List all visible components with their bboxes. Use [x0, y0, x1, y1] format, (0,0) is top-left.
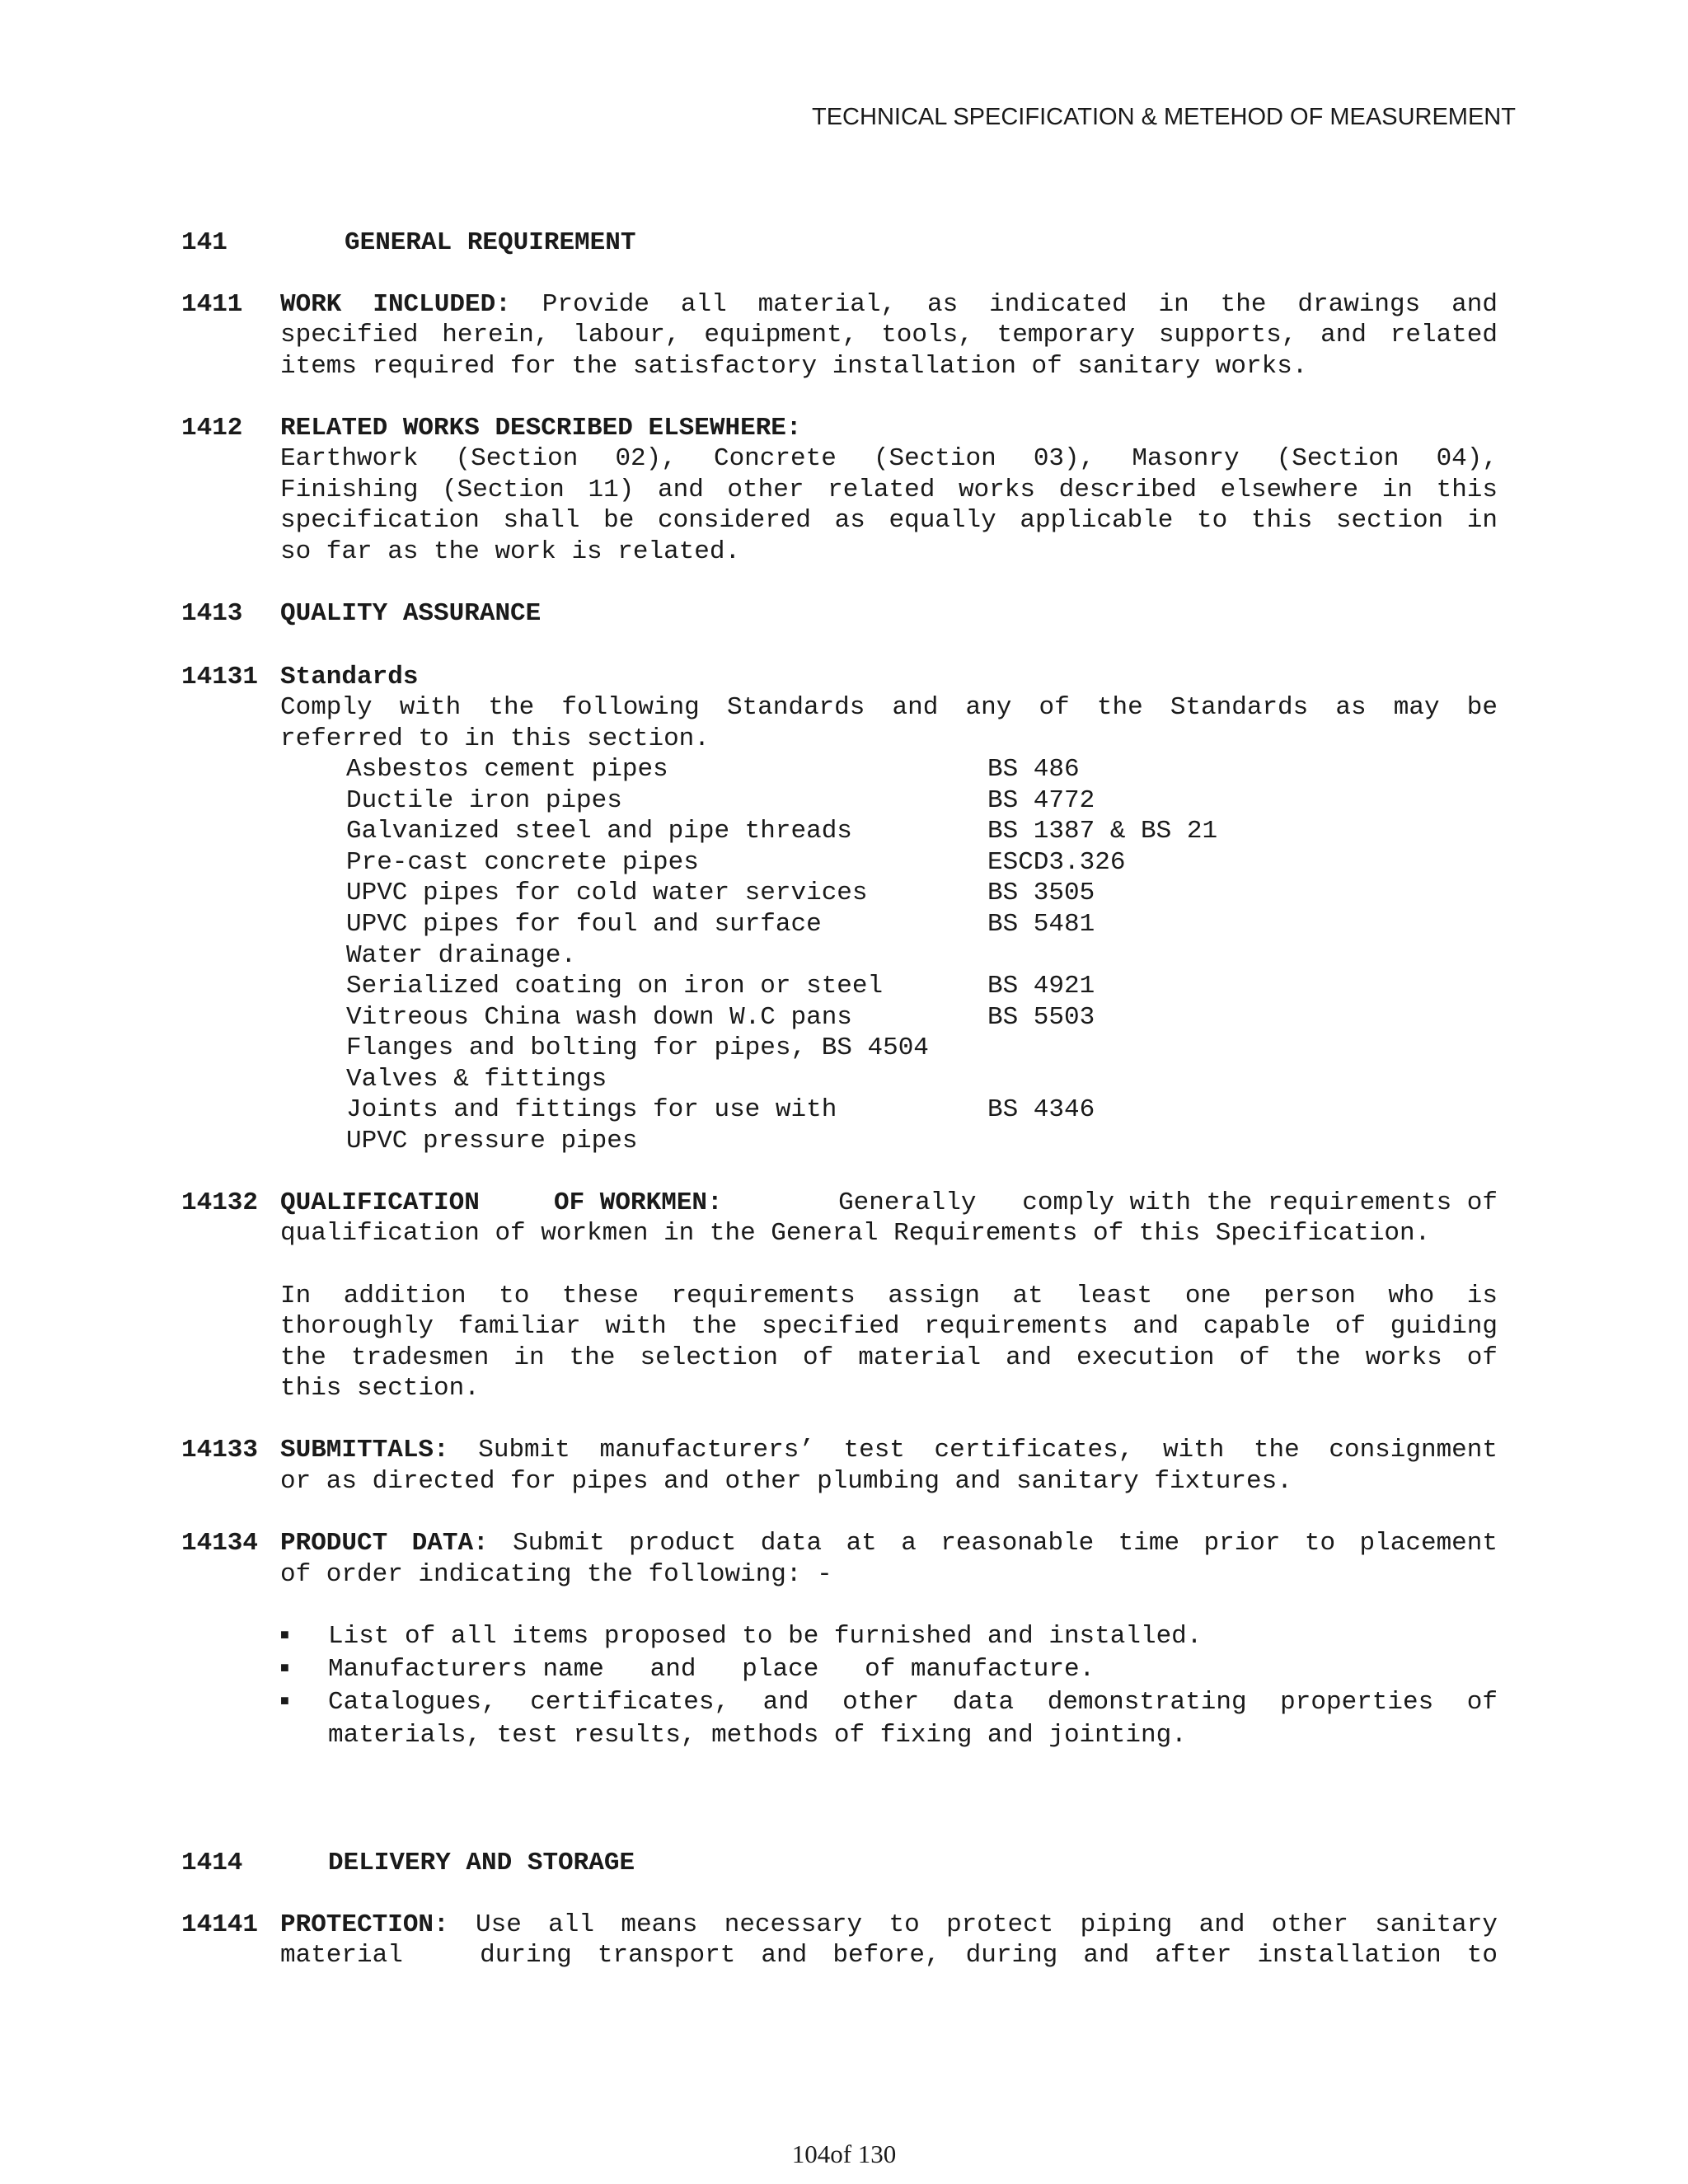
bullet-icon: ■ [280, 1661, 289, 1677]
paragraph-line: Generally comply with the requirements of [838, 1188, 1498, 1217]
text-span: Submit manufacturers’ test certificates, with the consignment [478, 1436, 1498, 1465]
section-number: 14133 [181, 1436, 259, 1465]
standard-code: BS 5481 [987, 910, 1095, 939]
paragraph-line: this section. [280, 1374, 480, 1403]
standard-name: UPVC pipes for cold water services [346, 879, 868, 907]
standard-name: Vitreous China wash down W.C pans [346, 1003, 852, 1032]
section-label: QUALIFICATION [280, 1188, 480, 1217]
bullet-icon: ■ [280, 1694, 289, 1710]
standard-name: Serialized coating on iron or steel [346, 972, 884, 1001]
standard-name: Valves & fittings [346, 1065, 607, 1094]
standard-name: UPVC pipes for foul and surface [346, 910, 822, 939]
section-label: PRODUCT DATA: [280, 1529, 489, 1558]
section-number: 1412 [181, 414, 243, 443]
paragraph-line [280, 1435, 1498, 1466]
standard-name: Ductile iron pipes [346, 786, 622, 815]
standard-name: Joints and fittings for use with [346, 1095, 837, 1124]
paragraph-line: qualification of workmen in the General Requirements of this Specification. [280, 1219, 1431, 1248]
paragraph-line: Earthwork (Section 02), Concrete (Section 03), Masonry (Section 04), [280, 444, 1498, 473]
bullet-item-continuation: materials, test results, methods of fixing and jointing. [328, 1721, 1187, 1750]
paragraph-line: items required for the satisfactory installation of sanitary works. [280, 352, 1308, 381]
section-title: RELATED WORKS DESCRIBED ELSEWHERE: [280, 414, 802, 443]
paragraph-line: of order indicating the following: - [280, 1560, 832, 1589]
section-label: SUBMITTALS: [280, 1436, 449, 1465]
page-number: 104of 130 [791, 2139, 897, 2168]
text-span: Use all means necessary to protect piping and other sanitary [476, 1910, 1498, 1939]
section-number: 1413 [181, 599, 243, 628]
standard-code: BS 4346 [987, 1095, 1095, 1124]
paragraph-line: the tradesmen in the selection of material and execution of the works of [280, 1343, 1498, 1372]
section-title: QUALITY ASSURANCE [280, 599, 542, 628]
bullet-icon: ■ [280, 1628, 289, 1644]
standard-code: BS 5503 [987, 1003, 1095, 1032]
standard-code: BS 3505 [987, 879, 1095, 907]
paragraph-line: so far as the work is related. [280, 537, 741, 566]
section-title: DELIVERY AND STORAGE [328, 1849, 635, 1877]
section-number: 14132 [181, 1188, 259, 1217]
text-span: Provide all material, as indicated in the drawings and [542, 290, 1498, 319]
paragraph-line: material during transport and before, during and after installation to [280, 1941, 1498, 1970]
section-title: GENERAL REQUIREMENT [345, 228, 636, 257]
section-number: 1411 [181, 290, 243, 319]
bullet-item: Catalogues, certificates, and other data demonstrating properties of [328, 1688, 1498, 1717]
paragraph-line: specified herein, labour, equipment, tools, temporary supports, and related [280, 321, 1498, 349]
standard-name: Pre-cast concrete pipes [346, 848, 699, 877]
section-label: WORK INCLUDED: [280, 290, 511, 319]
paragraph-line [280, 289, 1498, 321]
bullet-item: Manufacturers name and place of manufacture. [328, 1655, 1095, 1684]
standard-name: Flanges and bolting for pipes, BS 4504 [346, 1033, 929, 1062]
standard-name: Water drainage. [346, 941, 577, 970]
paragraph-line [280, 1528, 1498, 1559]
standard-name: Asbestos cement pipes [346, 755, 668, 784]
paragraph-line: In addition to these requirements assign at least one person who is [280, 1282, 1498, 1310]
standard-code: BS 486 [987, 755, 1080, 784]
standard-code: BS 1387 & BS 21 [987, 817, 1218, 846]
section-number: 141 [181, 228, 227, 257]
bullet-item: List of all items proposed to be furnished and installed. [328, 1622, 1203, 1651]
section-label: PROTECTION: [280, 1910, 449, 1939]
page-header: TECHNICAL SPECIFICATION & METEHOD OF MEASUREMENT [812, 104, 1516, 130]
standard-code: BS 4921 [987, 972, 1095, 1001]
section-number: 1414 [181, 1849, 243, 1877]
text-span: Submit product data at a reasonable time prior to placement [513, 1529, 1498, 1558]
section-label: OF WORKMEN: [554, 1188, 723, 1217]
standard-code: ESCD3.326 [987, 848, 1126, 877]
paragraph-line: specification shall be considered as equally applicable to this section in [280, 506, 1498, 535]
standard-name: Galvanized steel and pipe threads [346, 817, 852, 846]
paragraph-line [280, 1910, 1498, 1941]
standard-name: UPVC pressure pipes [346, 1127, 638, 1155]
section-number: 14131 [181, 663, 259, 691]
section-number: 14141 [181, 1910, 259, 1939]
paragraph-line: Comply with the following Standards and any of the Standards as may be [280, 693, 1498, 722]
paragraph-line: thoroughly familiar with the specified requirements and capable of guiding [280, 1312, 1498, 1341]
standard-code: BS 4772 [987, 786, 1095, 815]
paragraph-line: or as directed for pipes and other plumbing and sanitary fixtures. [280, 1467, 1292, 1496]
paragraph-line: referred to in this section. [280, 724, 710, 753]
section-number: 14134 [181, 1529, 259, 1558]
paragraph-line: Finishing (Section 11) and other related works described elsewhere in this [280, 476, 1498, 504]
section-title: Standards [280, 663, 419, 691]
